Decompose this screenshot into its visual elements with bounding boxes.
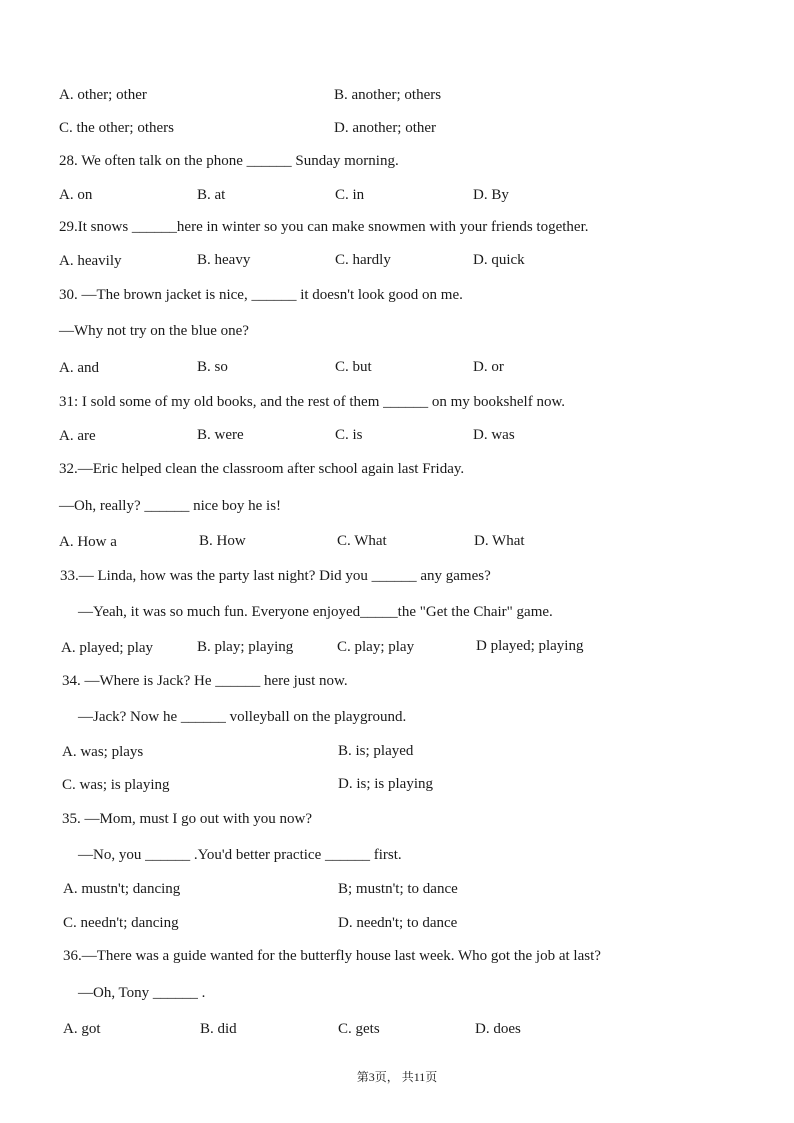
q36-stem: 36.—There was a guide wanted for the butterfly house last week. Who got the job at last?	[63, 948, 601, 964]
q32-option-c: C. What	[337, 533, 387, 549]
q31-stem: 31: I sold some of my old books, and the rest of them ______ on my bookshelf now.	[59, 394, 566, 410]
q31-option-a: A. are	[59, 428, 96, 444]
q32-option-b: B. How	[199, 533, 246, 549]
q29-option-c: C. hardly	[335, 252, 391, 268]
q30-stem: 30. —The brown jacket is nice, ______ it doesn't look good on me.	[59, 287, 463, 303]
q28-stem: 28. We often talk on the phone ______ Sunday morning.	[59, 153, 399, 169]
q30-option-a: A. and	[59, 360, 99, 376]
q36-reply: —Oh, Tony ______ .	[78, 985, 206, 1001]
q33-option-a: A. played; play	[61, 640, 154, 656]
q33-reply: —Yeah, it was so much fun. Everyone enjoyed_____the "Get the Chair" game.	[78, 604, 553, 620]
q28-option-a: A. on	[59, 187, 93, 203]
q34-option-c: C. was; is playing	[62, 777, 170, 793]
q32-stem: 32.—Eric helped clean the classroom after school again last Friday.	[59, 461, 465, 477]
q35-stem: 35. —Mom, must I go out with you now?	[62, 811, 312, 827]
q30-option-b: B. so	[197, 359, 228, 375]
q27-option-b: B. another; others	[334, 87, 442, 103]
q29-stem: 29.It snows ______here in winter so you can make snowmen with your friends together.	[59, 219, 589, 235]
q31-option-c: C. is	[335, 427, 363, 443]
q27-option-d: D. another; other	[334, 120, 437, 136]
q29-option-a: A. heavily	[59, 253, 122, 269]
q30-option-d: D. or	[473, 359, 504, 375]
q33-option-b: B. play; playing	[197, 639, 294, 655]
q36-option-a: A. got	[63, 1021, 101, 1037]
q27-option-c: C. the other; others	[59, 120, 174, 136]
q28-option-d: D. By	[473, 187, 509, 203]
q29-option-b: B. heavy	[197, 252, 251, 268]
q34-option-a: A. was; plays	[62, 744, 144, 760]
q33-option-d: D played; playing	[476, 638, 584, 654]
q33-stem: 33.— Linda, how was the party last night? Did you ______ any games?	[60, 568, 491, 584]
q35-reply: —No, you ______ .You'd better practice ______ first.	[78, 847, 402, 863]
q32-option-a: A. How a	[59, 534, 117, 550]
q34-reply: —Jack? Now he ______ volleyball on the playground.	[78, 709, 407, 725]
q28-option-c: C. in	[335, 187, 365, 203]
q36-option-c: C. gets	[338, 1021, 380, 1037]
q34-option-b: B. is; played	[338, 743, 414, 759]
q32-option-d: D. What	[474, 533, 525, 549]
q31-option-d: D. was	[473, 427, 515, 443]
q34-stem: 34. —Where is Jack? He ______ here just now.	[62, 673, 348, 689]
page-footer: 第3页， 共11页	[356, 1070, 438, 1084]
q35-option-c: C. needn't; dancing	[63, 915, 179, 931]
q35-option-d: D. needn't; to dance	[338, 915, 458, 931]
q35-option-b: B; mustn't; to dance	[338, 881, 458, 897]
q30-reply: —Why not try on the blue one?	[59, 323, 249, 339]
q36-option-d: D. does	[475, 1021, 521, 1037]
q28-option-b: B. at	[197, 187, 226, 203]
q29-option-d: D. quick	[473, 252, 525, 268]
q33-option-c: C. play; play	[337, 639, 415, 655]
q31-option-b: B. were	[197, 427, 244, 443]
q35-option-a: A. mustn't; dancing	[63, 881, 181, 897]
q32-reply: —Oh, really? ______ nice boy he is!	[59, 498, 282, 514]
q30-option-c: C. but	[335, 359, 372, 375]
q27-option-a: A. other; other	[59, 87, 147, 103]
q36-option-b: B. did	[200, 1021, 237, 1037]
q34-option-d: D. is; is playing	[338, 776, 434, 792]
